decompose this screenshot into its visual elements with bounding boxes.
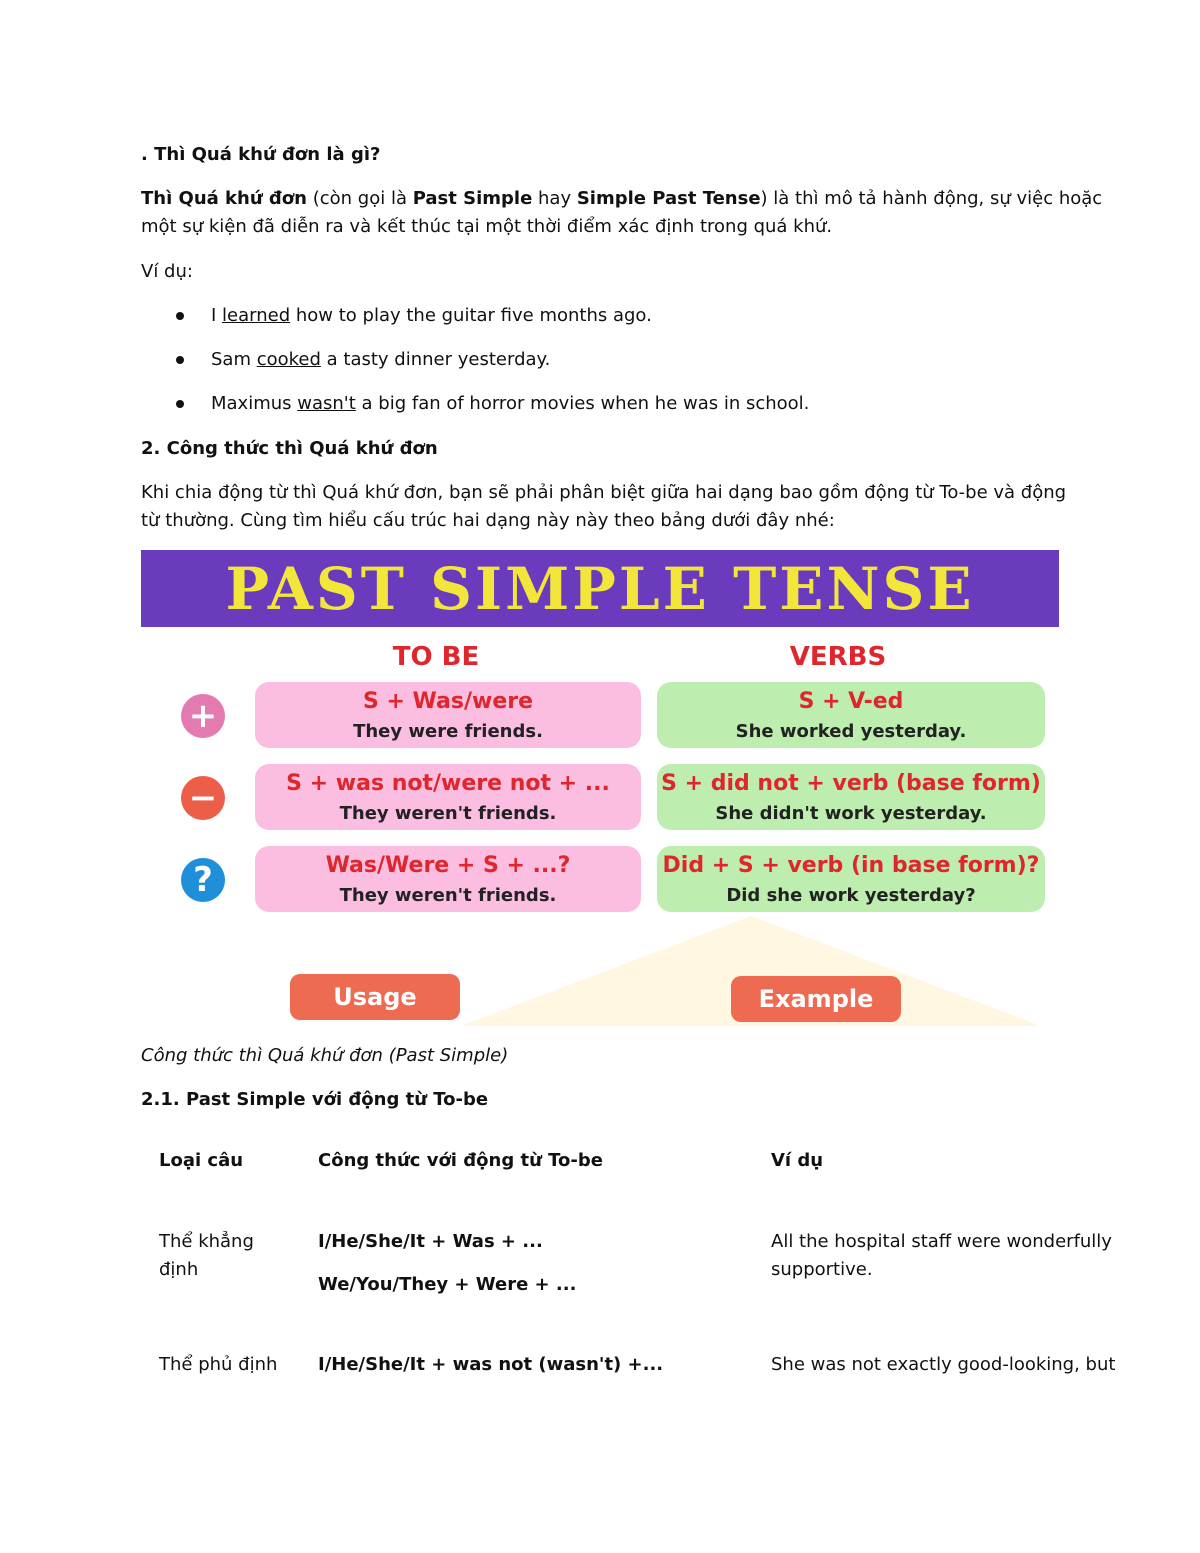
example-item-1: [211, 302, 652, 330]
table-cell-formula: We/You/They + Were + ...: [318, 1274, 577, 1295]
table-cell-example: All the hospital staff were wonderfully: [771, 1231, 1112, 1252]
column-heading-tobe: TO BE: [392, 642, 480, 672]
example-item-3: [211, 390, 809, 418]
verb-formula: Did + S + verb (in base form)?: [662, 853, 1040, 878]
tobe-formula: S + was not/were not + ...: [286, 771, 610, 796]
example-before: Sam: [211, 349, 257, 370]
example-after: a big fan of horror movies when he was in school.: [355, 393, 810, 414]
table-header: Công thức với động từ To-be: [318, 1150, 603, 1171]
table-cell-example: supportive.: [771, 1259, 873, 1280]
example-before: I: [211, 305, 223, 326]
definition-part-1: (còn gọi là: [307, 188, 413, 209]
section-heading-3: 2.1. Past Simple với động từ To-be: [141, 1089, 489, 1110]
example-after: how to play the guitar five months ago.: [290, 305, 652, 326]
minus-icon: −: [181, 776, 225, 820]
example-before: Maximus: [211, 393, 298, 414]
verb-formula: S + did not + verb (base form): [661, 771, 1041, 796]
example-after: a tasty dinner yesterday.: [320, 349, 551, 370]
example-verb: cooked: [256, 349, 321, 370]
definition-alt-1: Past Simple: [412, 188, 533, 209]
verb-example: Did she work yesterday?: [726, 885, 976, 906]
tobe-example: They weren't friends.: [339, 803, 557, 824]
definition-alt-2: Simple Past Tense: [576, 188, 761, 209]
example-item-2: [211, 346, 550, 374]
example-verb: wasn't: [297, 393, 356, 414]
table-cell-formula: I/He/She/It + was not (wasn't) +...: [318, 1354, 664, 1375]
table-header: Ví dụ: [771, 1150, 824, 1171]
definition-part-2: hay: [532, 188, 577, 209]
infographic-title: PAST SIMPLE TENSE: [225, 555, 975, 623]
past-simple-infographic: [141, 550, 1059, 1030]
tobe-affirmative-box: [255, 682, 641, 748]
table-cell-type: định: [159, 1259, 199, 1280]
definition-part-3: ) là thì mô tả hành động, sự việc hoặc: [760, 188, 1103, 209]
intro-line-1: Khi chia động từ thì Quá khứ đơn, bạn sẽ phải phân biệt giữa hai dạng bao gồm động từ To-be và động: [141, 482, 1067, 503]
example-verb: learned: [222, 305, 291, 326]
definition-line-2: một sự kiện đã diễn ra và kết thúc tại một thời điểm xác định trong quá khứ.: [141, 216, 833, 237]
verb-example: She worked yesterday.: [735, 721, 967, 742]
figure-caption: Công thức thì Quá khứ đơn (Past Simple): [141, 1045, 509, 1066]
tobe-example: They were friends.: [353, 721, 543, 742]
verb-example: She didn't work yesterday.: [715, 803, 987, 824]
example-pill: Example: [731, 976, 901, 1022]
bullet-icon: [176, 400, 184, 408]
definition-line-1: [141, 185, 1102, 213]
definition-term: Thì Quá khứ đơn: [141, 188, 307, 209]
tobe-question-box: [255, 846, 641, 912]
column-heading-verbs: VERBS: [789, 642, 887, 672]
section-heading-2: 2. Công thức thì Quá khứ đơn: [141, 438, 438, 459]
usage-pill: Usage: [290, 974, 460, 1020]
plus-icon: +: [181, 694, 225, 738]
table-cell-type: Thể khẳng: [159, 1231, 254, 1252]
question-icon: ?: [181, 858, 225, 902]
verb-affirmative-box: [657, 682, 1045, 748]
tobe-formula: Was/Were + S + ...?: [325, 853, 571, 878]
section-heading-1: . Thì Quá khứ đơn là gì?: [141, 144, 381, 165]
verb-negative-box: [657, 764, 1045, 830]
example-label: Ví dụ:: [141, 261, 193, 282]
tobe-example: They weren't friends.: [339, 885, 557, 906]
table-cell-example: She was not exactly good-looking, but: [771, 1354, 1116, 1375]
bullet-icon: [176, 312, 184, 320]
table-header: Loại câu: [159, 1150, 244, 1171]
intro-line-2: từ thường. Cùng tìm hiểu cấu trúc hai dạng này này theo bảng dưới đây nhé:: [141, 510, 835, 531]
table-cell-type: Thể phủ định: [159, 1354, 278, 1375]
table-cell-formula: I/He/She/It + Was + ...: [318, 1231, 543, 1252]
tobe-formula: S + Was/were: [362, 689, 534, 714]
verb-question-box: [657, 846, 1045, 912]
bullet-icon: [176, 356, 184, 364]
verb-formula: S + V-ed: [798, 689, 904, 714]
tobe-negative-box: [255, 764, 641, 830]
